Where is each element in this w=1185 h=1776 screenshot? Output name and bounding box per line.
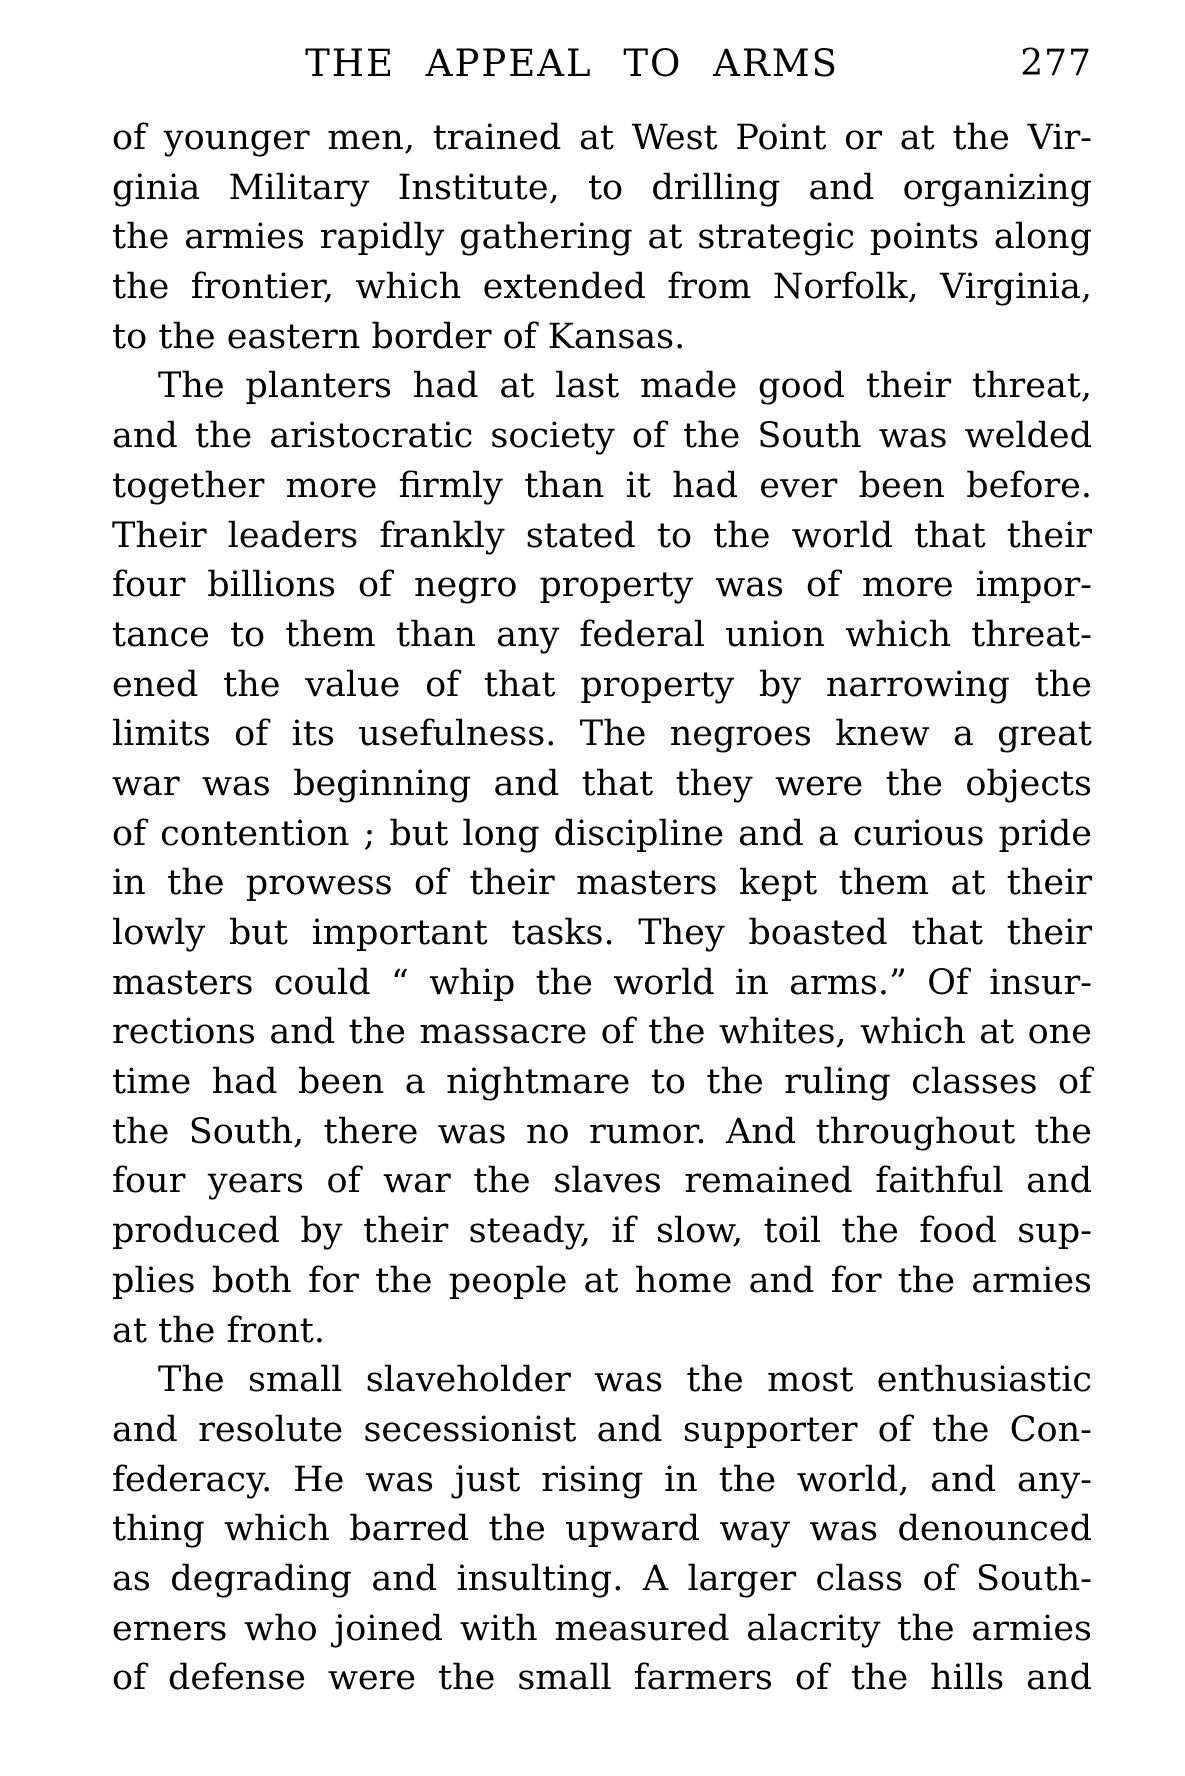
text-line: ened the value of that property by narrowing the: [112, 664, 1092, 705]
text-line: at the front.: [112, 1310, 325, 1351]
paragraph: [112, 114, 1092, 362]
paragraph: [112, 362, 1092, 1356]
running-header: [112, 42, 1092, 90]
paragraph: [112, 1356, 1092, 1704]
text-line: the frontier, which extended from Norfolk, Virginia,: [112, 267, 1092, 308]
text-line: limits of its usefulness. The negroes knew a great: [112, 714, 1092, 755]
text-line: The small slaveholder was the most enthusiastic: [158, 1360, 1092, 1401]
page-number: 277: [1020, 43, 1092, 84]
text-line: of younger men, trained at West Point or at the Vir-: [112, 118, 1092, 158]
page-title: THE APPEAL TO ARMS: [305, 42, 839, 85]
text-line: to the eastern border of Kansas.: [112, 316, 686, 357]
text-line: thing which barred the upward way was denounced: [112, 1509, 1092, 1550]
text-line: plies both for the people at home and for the armies: [112, 1260, 1092, 1301]
text-line: four years of war the slaves remained faithful and: [112, 1161, 1092, 1202]
text-line: tance to them than any federal union which threat-: [112, 614, 1092, 655]
text-line: in the prowess of their masters kept them at their: [112, 863, 1092, 904]
text-line: masters could “ whip the world in arms.” Of insur-: [112, 962, 1092, 1003]
text-line: time had been a nightmare to the ruling classes of: [112, 1062, 1092, 1103]
text-line: as degrading and insulting. A larger class of South-: [112, 1558, 1092, 1599]
text-line: and resolute secessionist and supporter of the Con-: [112, 1409, 1092, 1450]
text-line: the South, there was no rumor. And throughout the: [112, 1111, 1092, 1152]
text-line: the armies rapidly gathering at strategic points along: [112, 217, 1092, 258]
text-line: federacy. He was just rising in the world, and any-: [112, 1459, 1092, 1500]
text-line: erners who joined with measured alacrity the armies: [112, 1608, 1092, 1649]
text-line: ginia Military Institute, to drilling and organizing: [112, 167, 1092, 208]
text-line: produced by their steady, if slow, toil the food sup-: [112, 1211, 1092, 1252]
text-line: of defense were the small farmers of the hills and: [112, 1658, 1092, 1699]
text-line: lowly but important tasks. They boasted that their: [112, 913, 1092, 953]
text-line: rections and the massacre of the whites, which at one: [112, 1012, 1092, 1053]
text-line: war was beginning and that they were the objects: [112, 763, 1092, 804]
text-line: Their leaders frankly stated to the world that their: [112, 515, 1092, 556]
text-line: four billions of negro property was of more impor-: [112, 565, 1092, 606]
text-line: and the aristocratic society of the South was welded: [112, 416, 1092, 457]
text-line: together more firmly than it had ever been before.: [112, 465, 1092, 506]
text-line: of contention ; but long discipline and a curious pride: [112, 813, 1092, 854]
text-line: The planters had at last made good their threat,: [158, 366, 1092, 407]
page-body: [112, 114, 1092, 1704]
